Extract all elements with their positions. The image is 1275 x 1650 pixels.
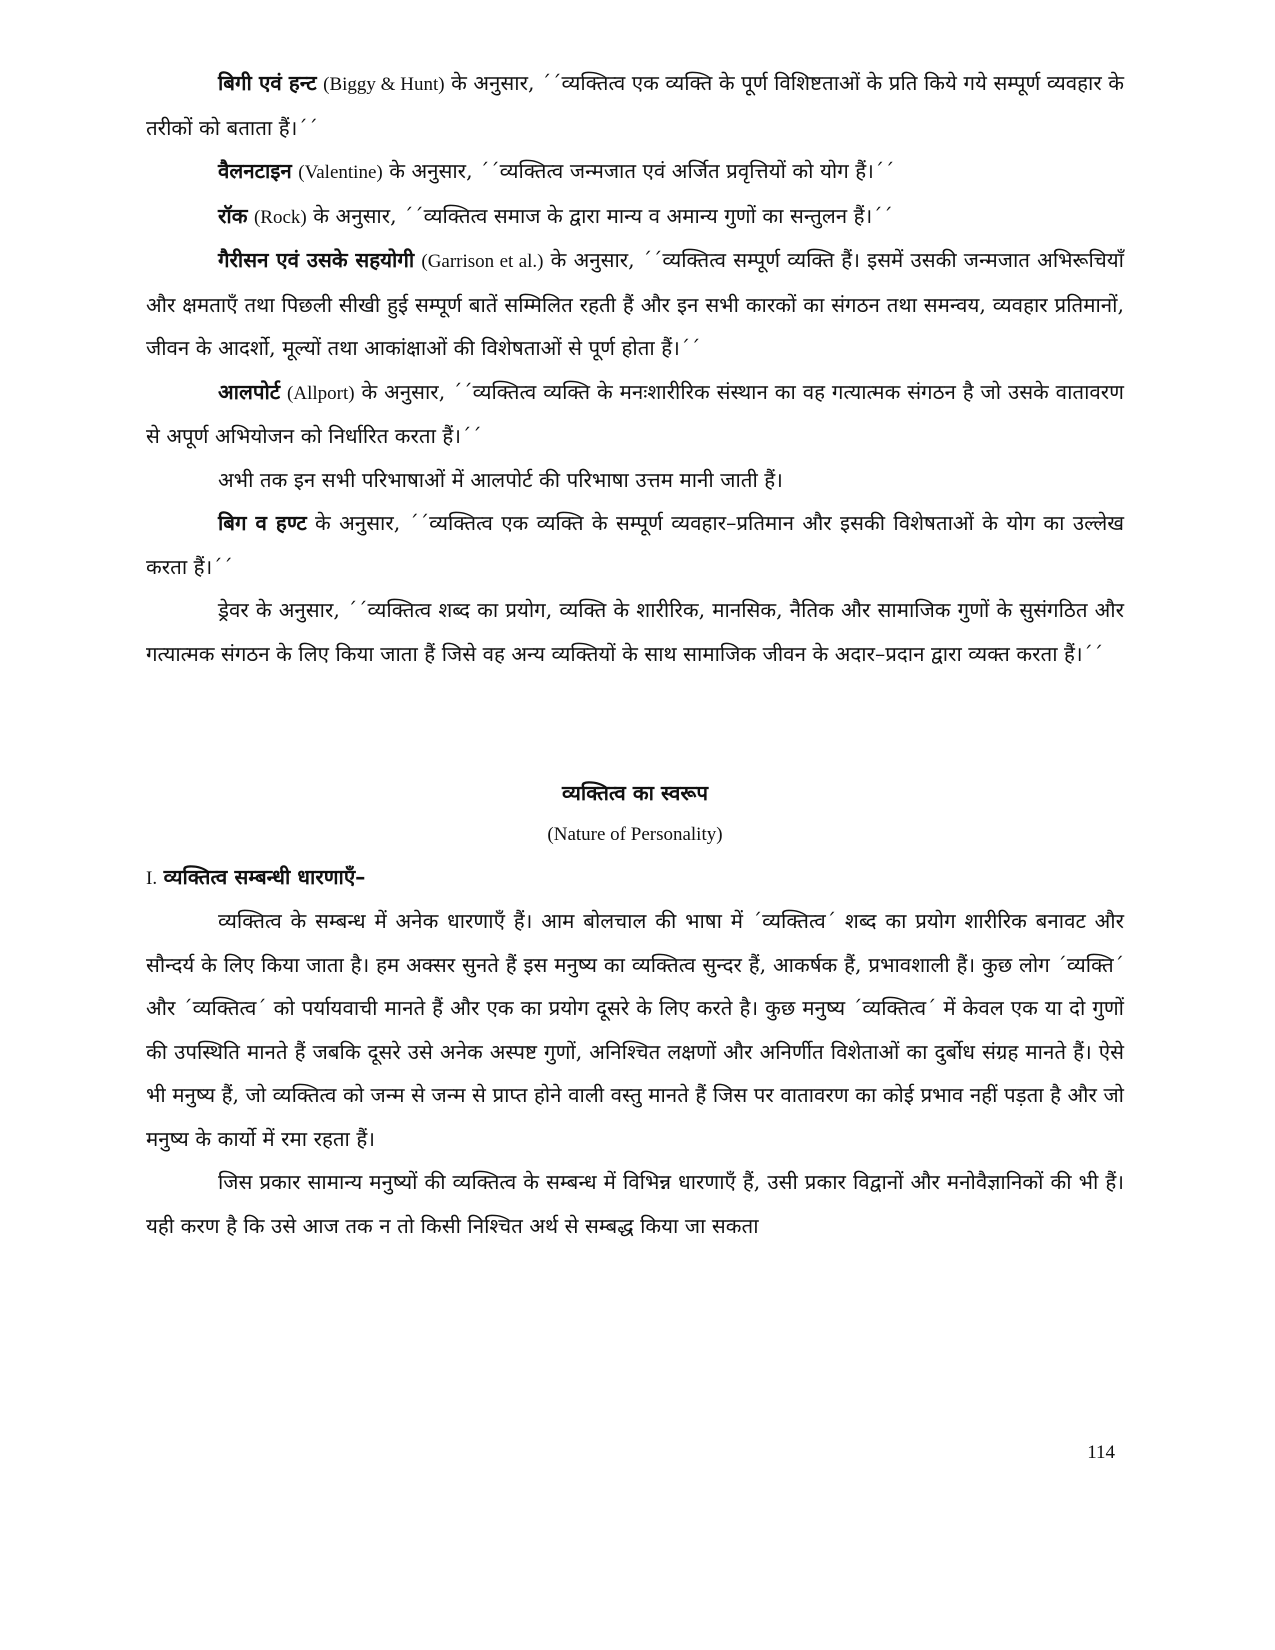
definition-latin-name: (Allport) [287, 382, 355, 404]
definition-paragraph [146, 62, 1124, 150]
definition-text: के अनुसार, ´´व्यक्तित्व सम्पूर्ण व्यक्ति हैं। इसमें उसकी जन्मजात अभिरूचियाँ और क्षमताएँ तथा पिछली सीखी हुई सम्पूर्ण बातें सम्मिलित रहती हैं और इन सभी कारकों का संगठन तथा समन्वय, व्यवहार प्रतिमानों, जीवन के आदर्शो, मूल्यों तथा आकांक्षाओं की विशेषताओं से पूर्ण होता हैं।´´ [146, 248, 1124, 360]
definition-term: वैलनटाइन [218, 159, 292, 183]
definition-term: आलपोर्ट [218, 379, 281, 404]
subheading-text: व्यक्तित्व सम्बन्धी धारणाएँ– [163, 865, 366, 889]
page-number: 114 [1087, 1442, 1115, 1463]
allport-note: अभी तक इन सभी परिभाषाओं में आलपोर्ट की परिभाषा उत्तम मानी जाती हैं। [218, 467, 783, 492]
definition-term: बिगी एवं हन्ट [218, 71, 317, 95]
definition-paragraph [146, 150, 1124, 195]
definition-paragraph [146, 239, 1124, 371]
drever-definition: ड्रेवर के अनुसार, ´´व्यक्तित्व शब्द का प्रयोग, व्यक्ति के शारीरिक, मानसिक, नैतिक और सामाजिक गुणों के सुसंगठित और गत्यात्मक संगठन के लिए किया जाता हैं जिसे वह अन्य व्यक्तियों के साथ सामाजिक जीवन के अदार–प्रदान द्वारा व्यक्त करता हैं।´´ [146, 598, 1124, 666]
body-paragraph: जिस प्रकार सामान्य मनुष्यों की व्यक्तित्व के सम्बन्ध में विभिन्न धारणाएँ हैं, उसी प्रकार विद्वानों और मनोवैज्ञानिकों की भी हैं। यही करण है कि उसे आज तक न तो किसी निश्चित अर्थ से सम्बद्ध किया जा सकता [146, 1170, 1124, 1238]
definition-text: के अनुसार, ´´व्यक्तित्व व्यक्ति के मनःशारीरिक संस्थान का वह गत्यात्मक संगठन है जो उसके वातावरण से अपूर्ण अभियोजन को निर्धारित करता हैं।´´ [146, 379, 1124, 448]
definition-text: के अनुसार, ´´व्यक्तित्व समाज के द्वारा मान्य व अमान्य गुणों का सन्तुलन हैं।´´ [306, 203, 893, 228]
subheading [146, 856, 1124, 900]
definition-latin-name: (Biggy & Hunt) [323, 74, 445, 95]
definition-paragraph [146, 195, 1124, 240]
definition-paragraph [146, 502, 1124, 589]
section-spacer [146, 676, 1124, 772]
definition-text: के अनुसार, ´´व्यक्तित्व एक व्यक्ति के पूर्ण विशिष्टताओं के प्रति किये गये सम्पूर्ण व्यवहार के तरीकों को बताता हैं।´´ [146, 71, 1124, 140]
definition-term: रॉक [218, 203, 248, 228]
section-subtitle: (Nature of Personality) [547, 824, 723, 845]
definition-term: बिग व हण्ट [218, 511, 307, 535]
definition-term: गैरीसन एवं उसके सहयोगी [218, 248, 415, 272]
definition-paragraph [146, 371, 1124, 459]
definition-text: के अनुसार, ´´व्यक्तित्व एक व्यक्ति के सम्पूर्ण व्यवहार–प्रतिमान और इसकी विशेषताओं के योग का उल्लेख करता हैं।´´ [146, 511, 1124, 579]
document-page [146, 62, 1124, 1248]
definition-latin-name: (Valentine) [298, 162, 383, 183]
definition-text: के अनुसार, ´´व्यक्तित्व जन्मजात एवं अर्जित प्रवृत्तियों को योग हैं।´´ [382, 159, 895, 183]
subheading-number: I. [146, 868, 158, 889]
definition-latin-name: (Garrison et al.) [421, 251, 544, 272]
section-title: व्यक्तित्व का स्वरूप [562, 781, 708, 805]
body-paragraph: व्यक्तित्व के सम्बन्ध में अनेक धारणाएँ हैं। आम बोलचाल की भाषा में ´व्यक्तित्व´ शब्द का प्रयोग शारीरिक बनावट और सौन्दर्य के लिए किया जाता है। हम अक्सर सुनते हैं इस मनुष्य का व्यक्तित्व सुन्दर हैं, आकर्षक हैं, प्रभावशाली हैं। कुछ लोग ´व्यक्ति´ और ´व्यक्तित्व´ को पर्यायवाची मानते हैं और एक का प्रयोग दूसरे के लिए करते है। कुछ मनुष्य ´व्यक्तित्व´ में केवल एक या दो गुणों की उपस्थिति मानते हैं जबकि दूसरे उसे अनेक अस्पष्ट गुणों, अनिश्चित लक्षणों और अनिर्णीत विशेताओं का दुर्बोध संग्रह मानते हैं। ऐसे भी मनुष्य हैं, जो व्यक्तित्व को जन्म से जन्म से प्राप्त होने वाली वस्तु मानते हैं जिस पर वातावरण का कोई प्रभाव नहीं पड़ता है और जो मनुष्य के कार्यो में रमा रहता हैं। [146, 909, 1124, 1151]
definition-latin-name: (Rock) [253, 206, 307, 228]
